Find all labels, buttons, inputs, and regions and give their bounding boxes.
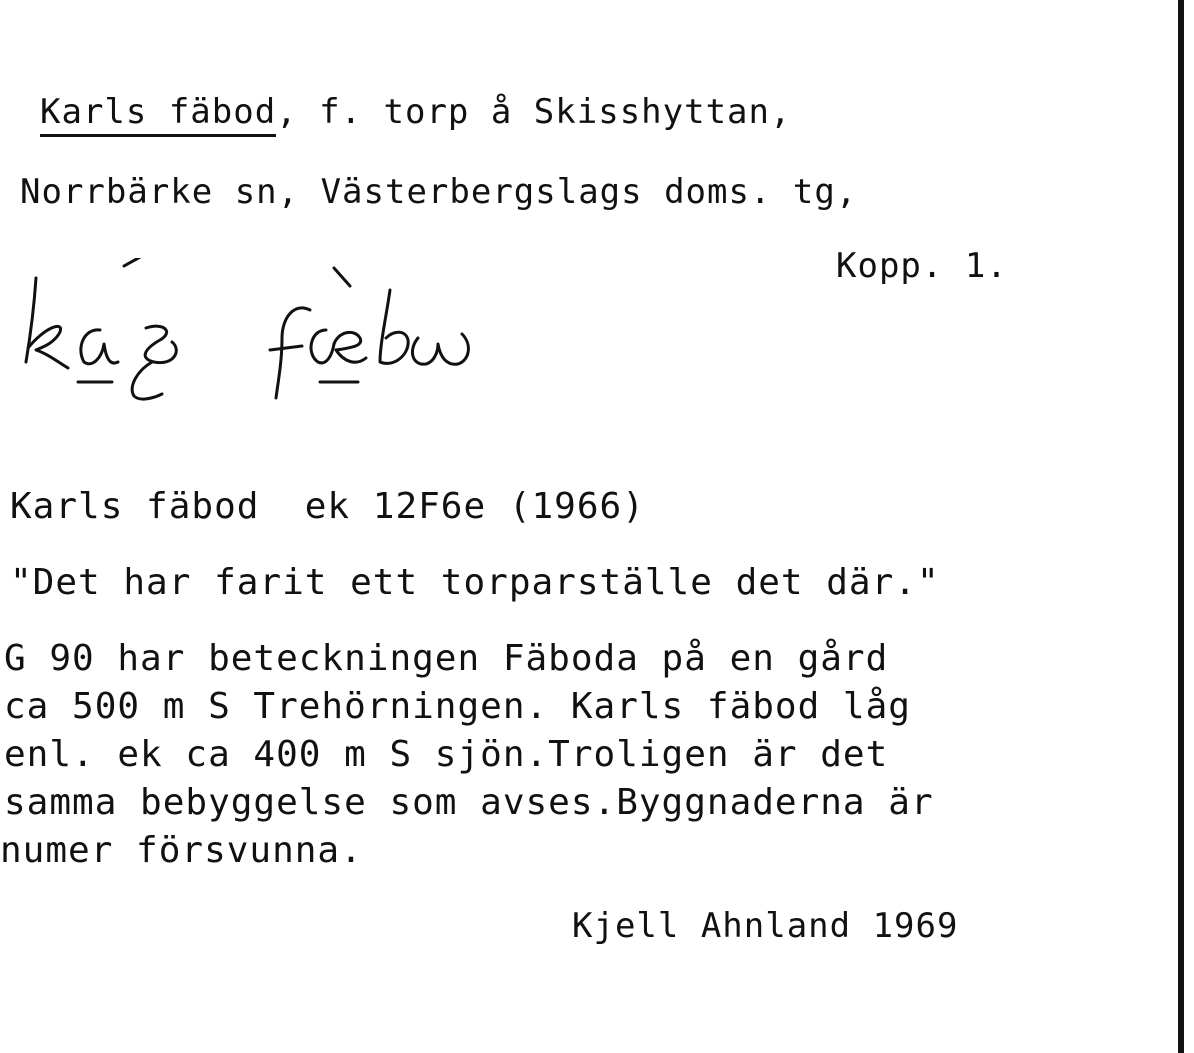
note-line-4: samma bebyggelse som avses.Byggnaderna är [4,782,934,823]
signature: Kjell Ahnland 1969 [572,906,959,946]
note-line-3: enl. ek ca 400 m S sjön.Troligen är det [4,734,889,775]
note-line-2: ca 500 m S Trehörningen. Karls fäbod låg [4,686,911,727]
heading-line-1 [40,92,791,132]
heading-line-3: Kopp. 1. [836,246,1008,286]
card-edge-line [1178,0,1184,1053]
reference-line: Karls fäbod ek 12F6e (1966) [10,486,645,527]
heading-line-2: Norrbärke sn, Västerbergslags doms. tg, [20,172,858,212]
handwritten-phonetic-transcription-icon [14,258,494,408]
heading-line-1-rest: , f. torp å Skisshyttan, [276,92,792,132]
place-name: Karls fäbod [40,92,276,137]
quote-line: "Det har farit ett torparställe det där." [10,562,940,603]
note-line-5: numer försvunna. [0,830,363,871]
note-line-1: G 90 har beteckningen Fäboda på en gård [4,638,889,679]
